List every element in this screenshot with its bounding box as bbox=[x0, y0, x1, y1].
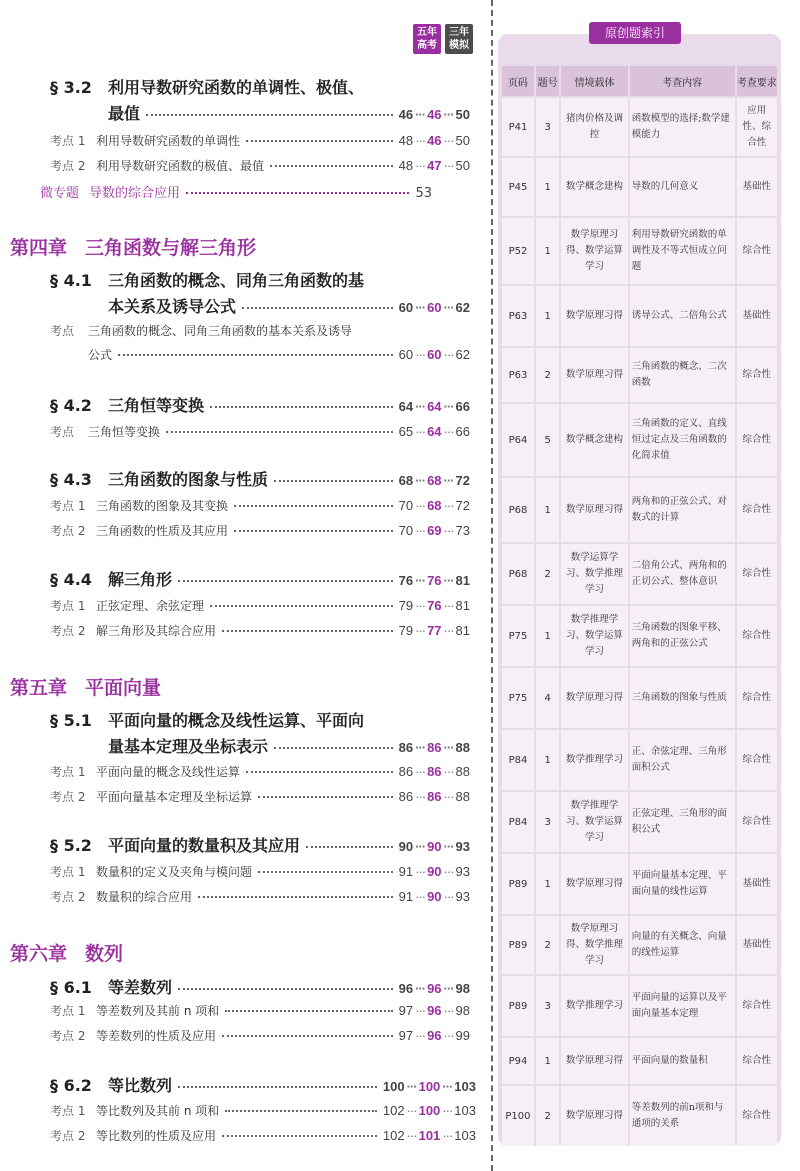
index-title: 原创题索引 bbox=[589, 22, 681, 44]
toc-kaodian[interactable]: 考点 三角恒等变换 65 ··· 64 ··· 66 bbox=[50, 424, 470, 439]
toc-kaodian[interactable]: 考点 1 数量积的定义及夹角与模问题 91 ··· 90 ··· 93 bbox=[50, 864, 470, 879]
index-row bbox=[502, 158, 777, 216]
section-title: 利用导数研究函数的单调性、极值、 bbox=[108, 78, 365, 97]
index-content: 利用导数研究函数的单调性及不等式恒成立问题 bbox=[630, 218, 735, 284]
toc-kaodian[interactable]: 考点 三角函数的概念、同角三角函数的基本关系及诱导 bbox=[50, 324, 353, 338]
index-row bbox=[502, 1038, 777, 1084]
index-number: 1 bbox=[536, 606, 560, 666]
index-row bbox=[502, 286, 777, 346]
index-content: 平面向量的数量积 bbox=[630, 1038, 735, 1084]
index-requirement: 综合性 bbox=[737, 976, 777, 1036]
page-range: 102 ··· 101 ··· 103 bbox=[382, 1128, 476, 1143]
index-number: 2 bbox=[536, 544, 560, 604]
toc-kaodian[interactable]: 考点 1 正弦定理、余弦定理 79 ··· 76 ··· 81 bbox=[50, 598, 470, 613]
index-row bbox=[502, 98, 777, 156]
index-context: 数学原理习得、数学推理学习 bbox=[561, 916, 627, 974]
section-number: § 3.2 bbox=[50, 78, 92, 97]
index-content: 正、余弦定理、三角形面积公式 bbox=[630, 730, 735, 790]
page-divider bbox=[491, 0, 493, 1171]
index-page: P84 bbox=[502, 792, 534, 852]
index-number: 1 bbox=[536, 218, 560, 284]
index-row bbox=[502, 668, 777, 728]
page-range: 64 ··· 64 ··· 66 bbox=[398, 399, 470, 414]
toc-section-3-2[interactable] bbox=[50, 75, 470, 98]
index-requirement: 综合性 bbox=[737, 218, 777, 284]
index-page: P75 bbox=[502, 668, 534, 728]
index-page: P68 bbox=[502, 544, 534, 604]
index-requirement: 综合性 bbox=[737, 792, 777, 852]
index-row bbox=[502, 348, 777, 402]
index-requirement: 综合性 bbox=[737, 730, 777, 790]
toc-kaodian[interactable]: 考点 2 利用导数研究函数的极值、最值 48 ··· 47 ··· 50 bbox=[50, 158, 470, 173]
badge-five-years: 五年高考 bbox=[413, 24, 441, 54]
index-context: 数学推理学习 bbox=[561, 730, 627, 790]
index-page: P75 bbox=[502, 606, 534, 666]
index-number: 3 bbox=[536, 98, 560, 156]
index-number: 2 bbox=[536, 348, 560, 402]
index-content: 平面向量的运算以及平面向量基本定理 bbox=[630, 976, 735, 1036]
toc-section-4-1[interactable]: § 4.1 三角函数的概念、同角三角函数的基 bbox=[50, 271, 365, 290]
index-requirement: 基础性 bbox=[737, 286, 777, 346]
index-page: P41 bbox=[502, 98, 534, 156]
index-content: 导数的几何意义 bbox=[630, 158, 735, 216]
index-context: 猪肉价格及调控 bbox=[561, 98, 627, 156]
index-number: 1 bbox=[536, 854, 560, 914]
page-range: 48 ··· 46 ··· 50 bbox=[398, 133, 470, 148]
index-page: P89 bbox=[502, 976, 534, 1036]
page-range: 48 ··· 47 ··· 50 bbox=[398, 158, 470, 173]
index-content: 三角函数的图象平移、两角和的正弦公式 bbox=[630, 606, 735, 666]
index-page: P84 bbox=[502, 730, 534, 790]
index-requirement: 综合性 bbox=[737, 478, 777, 542]
leader-dots bbox=[146, 114, 393, 116]
original-question-index bbox=[498, 26, 781, 1146]
index-number: 4 bbox=[536, 668, 560, 728]
index-context: 数学推理学习 bbox=[561, 976, 627, 1036]
index-context: 数学原理习得 bbox=[561, 478, 627, 542]
toc-kaodian[interactable]: 考点 1 平面向量的概念及线性运算 86 ··· 86 ··· 88 bbox=[50, 764, 470, 779]
index-page: P52 bbox=[502, 218, 534, 284]
index-row bbox=[502, 606, 777, 666]
index-requirement: 综合性 bbox=[737, 544, 777, 604]
index-content: 平面向量基本定理、平面向量的线性运算 bbox=[630, 854, 735, 914]
toc-section-6-2[interactable]: § 6.2 等比数列 100 ··· 100 ··· 103 bbox=[50, 1076, 476, 1095]
index-content: 诱导公式、二倍角公式 bbox=[630, 286, 735, 346]
index-page: P89 bbox=[502, 854, 534, 914]
index-row bbox=[502, 976, 777, 1036]
toc-section-5-2[interactable]: § 5.2 平面向量的数量积及其应用 90 ··· 90 ··· 93 bbox=[50, 836, 470, 855]
toc-section-4-1-cont[interactable]: 本关系及诱导公式 60 ··· 60 ··· 62 bbox=[108, 297, 470, 316]
page-range: 86 ··· 86 ··· 88 bbox=[398, 764, 470, 779]
index-requirement: 综合性 bbox=[737, 606, 777, 666]
index-content: 等差数列的前n项和与通项的关系 bbox=[630, 1086, 735, 1146]
index-requirement: 基础性 bbox=[737, 916, 777, 974]
page-range: 100 ··· 100 ··· 103 bbox=[382, 1079, 476, 1094]
index-requirement: 基础性 bbox=[737, 158, 777, 216]
chapter-4-heading[interactable]: 第四章 三角函数与解三角形 bbox=[10, 237, 257, 259]
index-page: P45 bbox=[502, 158, 534, 216]
index-requirement: 综合性 bbox=[737, 668, 777, 728]
index-context: 数学原理习得 bbox=[561, 286, 627, 346]
toc-section-5-1-cont[interactable]: 量基本定理及坐标表示 86 ··· 86 ··· 88 bbox=[108, 737, 470, 756]
toc-kaodian[interactable]: 考点 2 平面向量基本定理及坐标运算 86 ··· 86 ··· 88 bbox=[50, 789, 470, 804]
index-content: 三角函数的概念、二次函数 bbox=[630, 348, 735, 402]
toc-section-3-2-cont[interactable] bbox=[108, 101, 470, 124]
index-row bbox=[502, 478, 777, 542]
toc-kaodian[interactable]: 考点 1 等差数列及其前 n 项和 97 ··· 96 ··· 98 bbox=[50, 1003, 470, 1018]
col-page: 页码 bbox=[502, 66, 534, 96]
index-number: 1 bbox=[536, 730, 560, 790]
index-page: P63 bbox=[502, 286, 534, 346]
index-table bbox=[500, 64, 779, 1148]
index-context: 数学概念建构 bbox=[561, 158, 627, 216]
index-row bbox=[502, 854, 777, 914]
col-context: 情境载体 bbox=[561, 66, 627, 96]
index-requirement: 应用性、综合性 bbox=[737, 98, 777, 156]
col-requirement: 考查要求 bbox=[737, 66, 777, 96]
index-row bbox=[502, 404, 777, 476]
index-page: P63 bbox=[502, 348, 534, 402]
toc-section-5-1[interactable]: § 5.1 平面向量的概念及线性运算、平面向 bbox=[50, 711, 365, 730]
index-page: P94 bbox=[502, 1038, 534, 1084]
page-range: 70 ··· 68 ··· 72 bbox=[398, 498, 470, 513]
index-content: 两角和的正弦公式、对数式的计算 bbox=[630, 478, 735, 542]
page-range: 86 ··· 86 ··· 88 bbox=[398, 789, 470, 804]
index-number: 3 bbox=[536, 792, 560, 852]
index-content: 正弦定理、三角形的面积公式 bbox=[630, 792, 735, 852]
toc-kaodian[interactable]: 考点 1 三角函数的图象及其变换 70 ··· 68 ··· 72 bbox=[50, 498, 470, 513]
col-number: 题号 bbox=[536, 66, 560, 96]
page-range: 91 ··· 90 ··· 93 bbox=[398, 889, 470, 904]
index-page: P64 bbox=[502, 404, 534, 476]
toc-kaodian[interactable]: 考点 2 解三角形及其综合应用 79 ··· 77 ··· 81 bbox=[50, 623, 470, 638]
page-range: 102 ··· 100 ··· 103 bbox=[382, 1103, 476, 1118]
index-header-row bbox=[502, 66, 777, 96]
badge-three-years: 三年模拟 bbox=[445, 24, 473, 54]
page-range: 90 ··· 90 ··· 93 bbox=[398, 839, 470, 854]
index-row bbox=[502, 730, 777, 790]
index-page: P68 bbox=[502, 478, 534, 542]
index-context: 数学原理习得 bbox=[561, 348, 627, 402]
toc-kaodian[interactable]: 考点 2 等比数列的性质及应用 102 ··· 101 ··· 103 bbox=[50, 1128, 476, 1143]
index-number: 1 bbox=[536, 158, 560, 216]
page-range: 60 ··· 60 ··· 62 bbox=[398, 300, 470, 315]
index-context: 数学原理习得 bbox=[561, 668, 627, 728]
index-page: P100 bbox=[502, 1086, 534, 1146]
index-context: 数学运算学习、数学推理学习 bbox=[561, 544, 627, 604]
index-number: 2 bbox=[536, 916, 560, 974]
toc-kaodian[interactable]: 考点 2 三角函数的性质及其应用 70 ··· 69 ··· 73 bbox=[50, 523, 470, 538]
index-requirement: 基础性 bbox=[737, 854, 777, 914]
chapter-5-heading[interactable]: 第五章 平面向量 bbox=[10, 677, 162, 699]
toc-section-4-4[interactable]: § 4.4 解三角形 76 ··· 76 ··· 81 bbox=[50, 570, 470, 589]
index-context: 数学概念建构 bbox=[561, 404, 627, 476]
index-content: 二倍角公式、两角和的正切公式、整体意识 bbox=[630, 544, 735, 604]
index-row bbox=[502, 916, 777, 974]
toc-section-6-1[interactable]: § 6.1 等差数列 96 ··· 96 ··· 98 bbox=[50, 978, 470, 997]
page-range: 79 ··· 77 ··· 81 bbox=[398, 623, 470, 638]
toc-kaodian[interactable]: 考点 1 等比数列及其前 n 项和 102 ··· 100 ··· 103 bbox=[50, 1103, 476, 1118]
page-range: 65 ··· 64 ··· 66 bbox=[398, 424, 470, 439]
index-content: 三角函数的图象与性质 bbox=[630, 668, 735, 728]
index-number: 5 bbox=[536, 404, 560, 476]
index-context: 数学原理习得 bbox=[561, 1086, 627, 1146]
toc-kaodian[interactable]: 考点 1 利用导数研究函数的单调性 48 ··· 46 ··· 50 bbox=[50, 133, 470, 148]
index-context: 数学原理习得 bbox=[561, 854, 627, 914]
toc-kaodian[interactable]: 考点 2 等差数列的性质及应用 97 ··· 96 ··· 99 bbox=[50, 1028, 470, 1043]
index-content: 向量的有关概念、向量的线性运算 bbox=[630, 916, 735, 974]
index-context: 数学推理学习、数学运算学习 bbox=[561, 792, 627, 852]
toc-section-4-2[interactable]: § 4.2 三角恒等变换 64 ··· 64 ··· 66 bbox=[50, 396, 470, 415]
index-number: 2 bbox=[536, 1086, 560, 1146]
index-content: 函数模型的选择;数学建模能力 bbox=[630, 98, 735, 156]
page-range: 76 ··· 76 ··· 81 bbox=[398, 573, 470, 588]
chapter-6-heading[interactable]: 第六章 数列 bbox=[10, 943, 124, 965]
toc-kaodian-cont[interactable]: 公式 60 ··· 60 ··· 62 bbox=[88, 347, 470, 362]
page-range: 97 ··· 96 ··· 99 bbox=[398, 1028, 470, 1043]
page-range: 96 ··· 96 ··· 98 bbox=[398, 981, 470, 996]
index-context: 数学推理学习、数学运算学习 bbox=[561, 606, 627, 666]
index-context: 数学原理习得 bbox=[561, 1038, 627, 1084]
page-range: 86 ··· 86 ··· 88 bbox=[398, 740, 470, 755]
index-number: 1 bbox=[536, 1038, 560, 1084]
index-page: P89 bbox=[502, 916, 534, 974]
page-range: 79 ··· 76 ··· 81 bbox=[398, 598, 470, 613]
index-row bbox=[502, 792, 777, 852]
page-range: 60 ··· 60 ··· 62 bbox=[398, 347, 470, 362]
page-range: 46 ··· 46 ··· 50 bbox=[398, 107, 470, 122]
col-content: 考查内容 bbox=[630, 66, 735, 96]
index-context: 数学原理习得、数学运算学习 bbox=[561, 218, 627, 284]
toc-kaodian[interactable]: 考点 2 数量积的综合应用 91 ··· 90 ··· 93 bbox=[50, 889, 470, 904]
index-number: 1 bbox=[536, 286, 560, 346]
index-row bbox=[502, 1086, 777, 1146]
index-content: 三角函数的定义、直线恒过定点及三角函数的化简求值 bbox=[630, 404, 735, 476]
page-range: 97 ··· 96 ··· 98 bbox=[398, 1003, 470, 1018]
index-number: 3 bbox=[536, 976, 560, 1036]
index-requirement: 综合性 bbox=[737, 404, 777, 476]
toc-micro-topic[interactable]: 微专题 导数的综合应用 53 bbox=[40, 186, 432, 201]
section-title: 最值 bbox=[108, 104, 141, 123]
index-number: 1 bbox=[536, 478, 560, 542]
toc-section-4-3[interactable]: § 4.3 三角函数的图象与性质 68 ··· 68 ··· 72 bbox=[50, 470, 470, 489]
page-range: 91 ··· 90 ··· 93 bbox=[398, 864, 470, 879]
index-row bbox=[502, 218, 777, 284]
index-requirement: 综合性 bbox=[737, 1038, 777, 1084]
page-range: 70 ··· 69 ··· 73 bbox=[398, 523, 470, 538]
page-range: 68 ··· 68 ··· 72 bbox=[398, 473, 470, 488]
index-row bbox=[502, 544, 777, 604]
index-requirement: 综合性 bbox=[737, 348, 777, 402]
index-requirement: 综合性 bbox=[737, 1086, 777, 1146]
